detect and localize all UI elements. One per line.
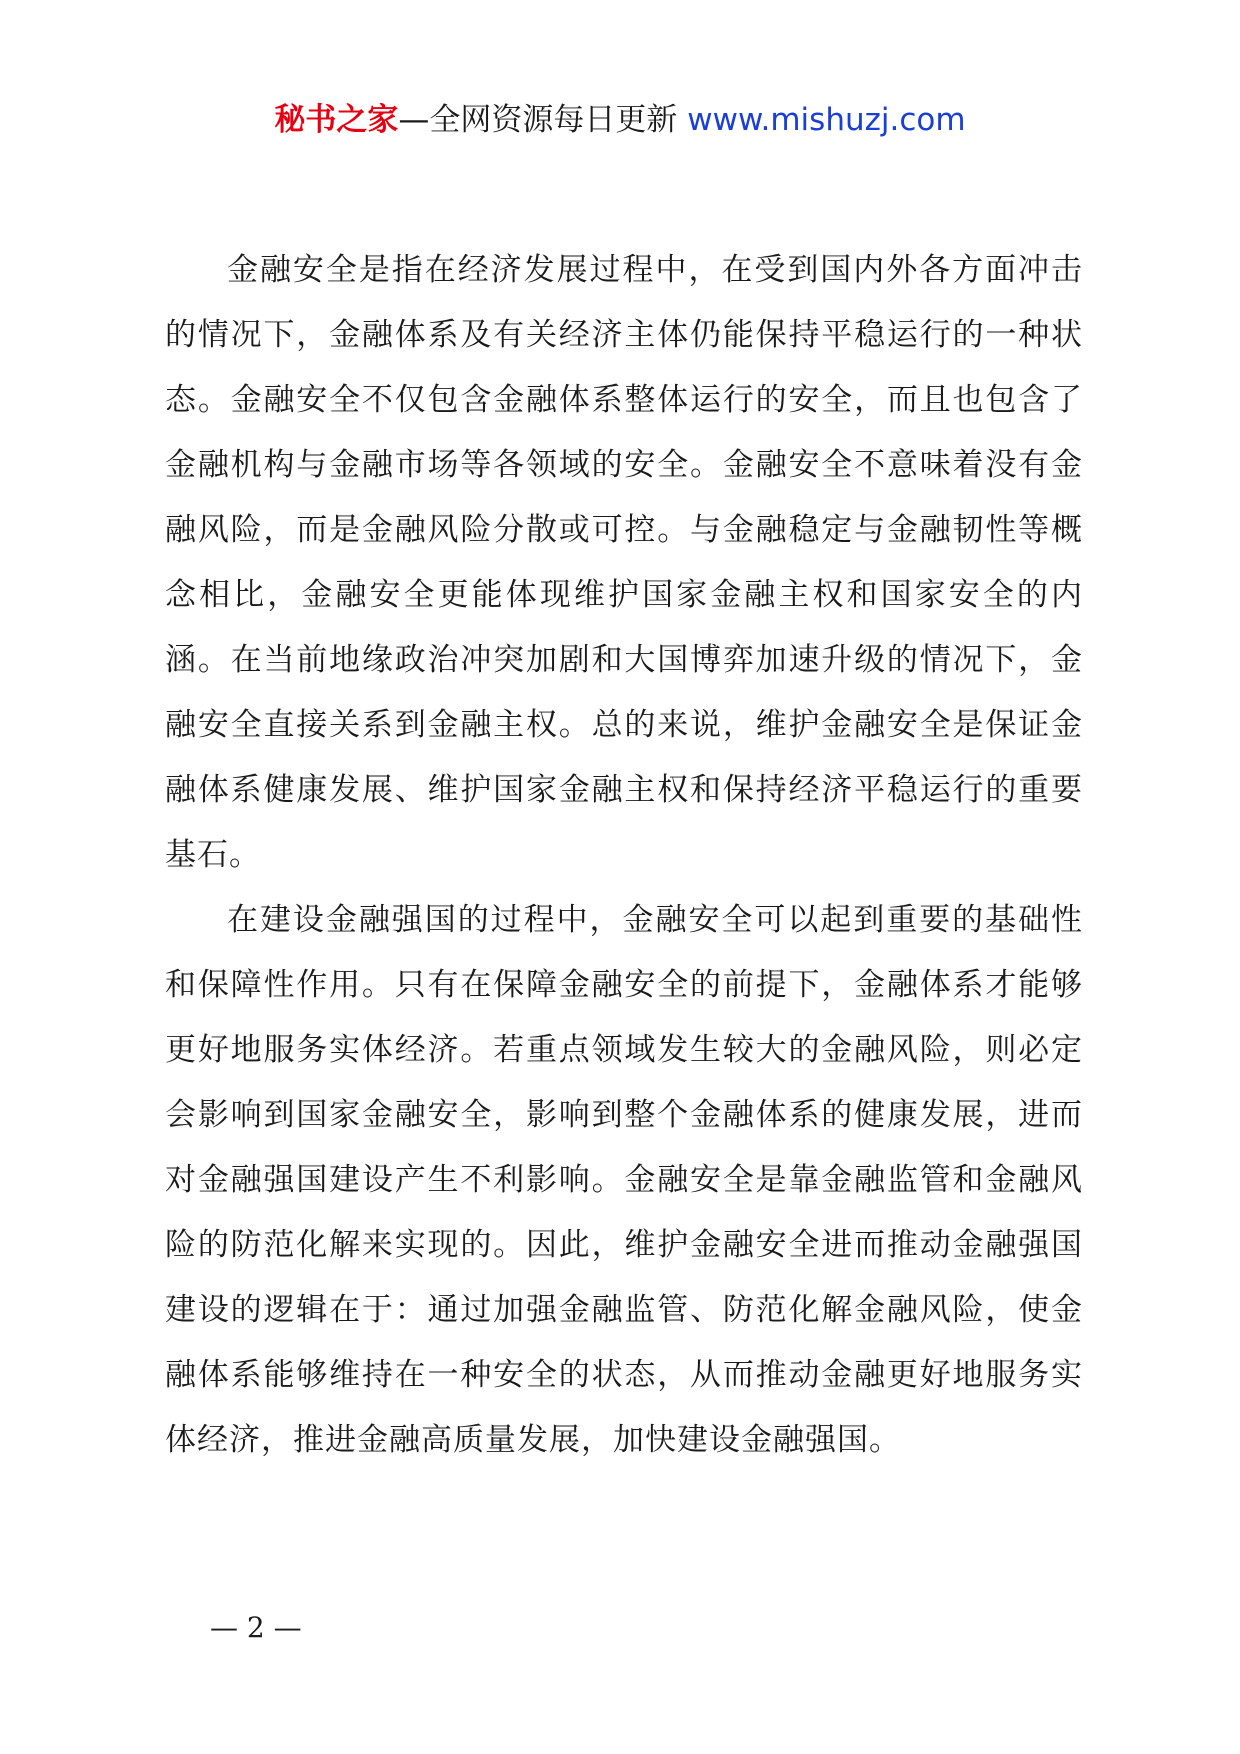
page-header (0, 100, 1240, 140)
site-url-link[interactable]: www.mishuzj.com (687, 102, 966, 138)
page-number: — 2 — (210, 1611, 302, 1644)
paragraph-1: 金融安全是指在经济发展过程中，在受到国内外各方面冲击的情况下，金融体系及有关经济主体仍能保持平稳运行的一种状态。金融安全不仅包含金融体系整体运行的安全，而且也包含了金融机构与金融市场等各领域的安全。金融安全不意味着没有金融风险，而是金融风险分散或可控。与金融稳定与金融韧性等概念相比，金融安全更能体现维护国家金融主权和国家安全的内涵。在当前地缘政治冲突加剧和大国博弈加速升级的情况下，金融安全直接关系到金融主权。总的来说，维护金融安全是保证金融体系健康发展、维护国家金融主权和保持经济平稳运行的重要基石。 (165, 252, 1083, 873)
site-tagline: —全网资源每日更新 (398, 102, 688, 138)
document-body (165, 238, 1083, 1473)
paragraph-2: 在建设金融强国的过程中，金融安全可以起到重要的基础性和保障性作用。只有在保障金融安全的前提下，金融体系才能够更好地服务实体经济。若重点领域发生较大的金融风险，则必定会影响到国家金融安全，影响到整个金融体系的健康发展，进而对金融强国建设产生不利影响。金融安全是靠金融监管和金融风险的防范化解来实现的。因此，维护金融安全进而推动金融强国建设的逻辑在于：通过加强金融监管、防范化解金融风险，使金融体系能够维持在一种安全的状态，从而推动金融更好地服务实体经济，推进金融高质量发展，加快建设金融强国。 (165, 902, 1083, 1458)
site-brand: 秘书之家 (274, 102, 399, 138)
